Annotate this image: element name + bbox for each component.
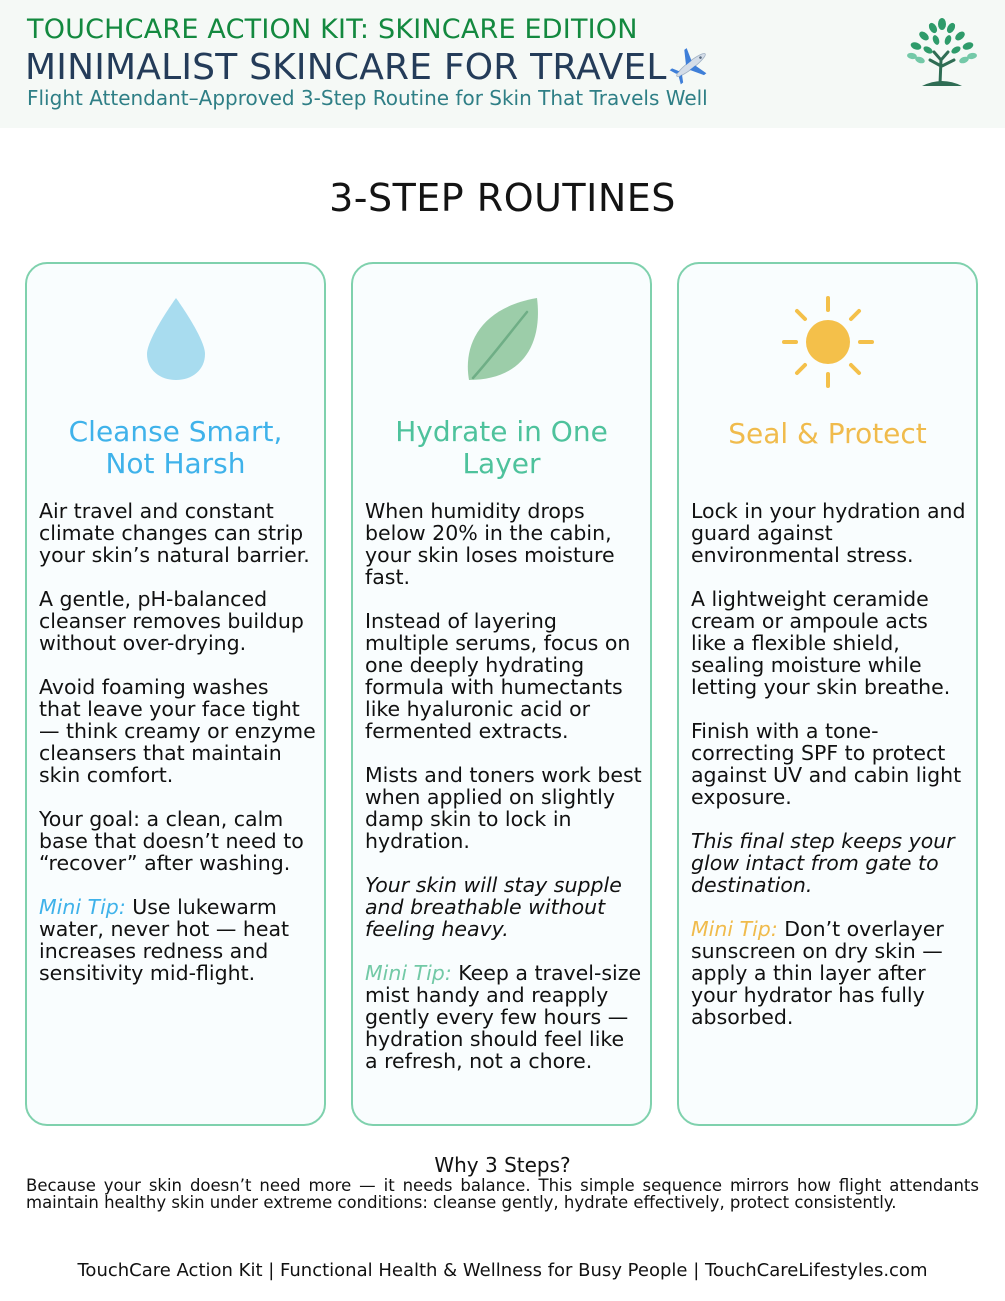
mini-tip: [365, 962, 642, 1072]
subtitle: Flight Attendant–Approved 3-Step Routine for Skin That Travels Well: [27, 86, 708, 110]
mini-tip-text: Use lukewarm water, never hot — heat increases redness and sensitivity mid-flight.: [39, 895, 290, 985]
card-paragraph: Instead of layering multiple serums, focus on one deeply hydrating formula with humectants like hyaluronic acid or fermented extracts.: [365, 609, 631, 743]
mini-tip-label: Mini Tip:: [365, 961, 452, 985]
card-paragraph: A gentle, pH-balanced cleanser removes buildup without over-drying.: [39, 587, 304, 655]
card-paragraph: Mists and toners work best when applied on slightly damp skin to lock in hydration.: [365, 763, 642, 853]
tree-logo-icon: [900, 16, 984, 90]
airplane-icon: [667, 45, 715, 85]
why-title: Why 3 Steps?: [434, 1153, 571, 1177]
card-body: [691, 500, 968, 1050]
card-paragraph: When humidity drops below 20% in the cabin, your skin loses moisture fast.: [365, 499, 615, 589]
card-paragraph: Air travel and constant climate changes can strip your skin’s natural barrier.: [39, 499, 310, 567]
card-title: Seal & Protect: [728, 417, 927, 450]
main-title-text: MINIMALIST SKINCARE FOR TRAVEL: [25, 47, 667, 88]
leaf-icon: [353, 294, 650, 390]
card-hydrate: [351, 262, 652, 1126]
mini-tip-text: Keep a travel-size mist handy and reapply gently every few hours — hydration should feel like a refresh, not a chore.: [365, 961, 642, 1073]
card-title: Hydrate in One Layer: [395, 415, 608, 480]
footer: TouchCare Action Kit | Functional Health & Wellness for Busy People | TouchCareLifestyles.com: [77, 1260, 928, 1281]
why-text: Because your skin doesn’t need more — it needs balance. This simple sequence mirrors how flight attendants maintain healthy skin under extreme conditions: cleanse gently, hydrate effectively, protect consistently.: [26, 1176, 979, 1212]
header: [0, 0, 1005, 128]
card-body: [39, 500, 316, 1006]
mini-tip-label: Mini Tip:: [39, 895, 126, 919]
card-protect: [677, 262, 978, 1126]
sun-icon: [679, 294, 976, 390]
kit-title: TOUCHCARE ACTION KIT: SKINCARE EDITION: [27, 14, 638, 45]
mini-tip-label: Mini Tip:: [691, 917, 778, 941]
mini-tip: [691, 918, 968, 1028]
card-body: [365, 500, 642, 1094]
card-title: Cleanse Smart, Not Harsh: [68, 415, 283, 480]
section-title: 3-STEP ROUTINES: [329, 176, 676, 220]
card-italic-note: This final step keeps your glow intact from gate to destination.: [691, 829, 955, 897]
water-drop-icon: [27, 294, 324, 390]
mini-tip-text: Don’t overlayer sunscreen on dry skin — apply a thin layer after your hydrator has fully absorbed.: [691, 917, 944, 1029]
card-italic-note: Your skin will stay supple and breathable without feeling heavy.: [365, 873, 622, 941]
card-paragraph: Lock in your hydration and guard against environmental stress.: [691, 499, 966, 567]
card-cleanse: [25, 262, 326, 1126]
main-title: [25, 45, 715, 88]
card-paragraph: Finish with a tone-correcting SPF to protect against UV and cabin light exposure.: [691, 719, 962, 809]
card-paragraph: Avoid foaming washes that leave your face tight — think creamy or enzyme cleansers that maintain skin comfort.: [39, 675, 316, 787]
card-paragraph: A lightweight ceramide cream or ampoule acts like a flexible shield, sealing moisture while letting your skin breathe.: [691, 587, 951, 699]
mini-tip: [39, 896, 316, 984]
card-paragraph: Your goal: a clean, calm base that doesn’t need to “recover” after washing.: [39, 807, 304, 875]
